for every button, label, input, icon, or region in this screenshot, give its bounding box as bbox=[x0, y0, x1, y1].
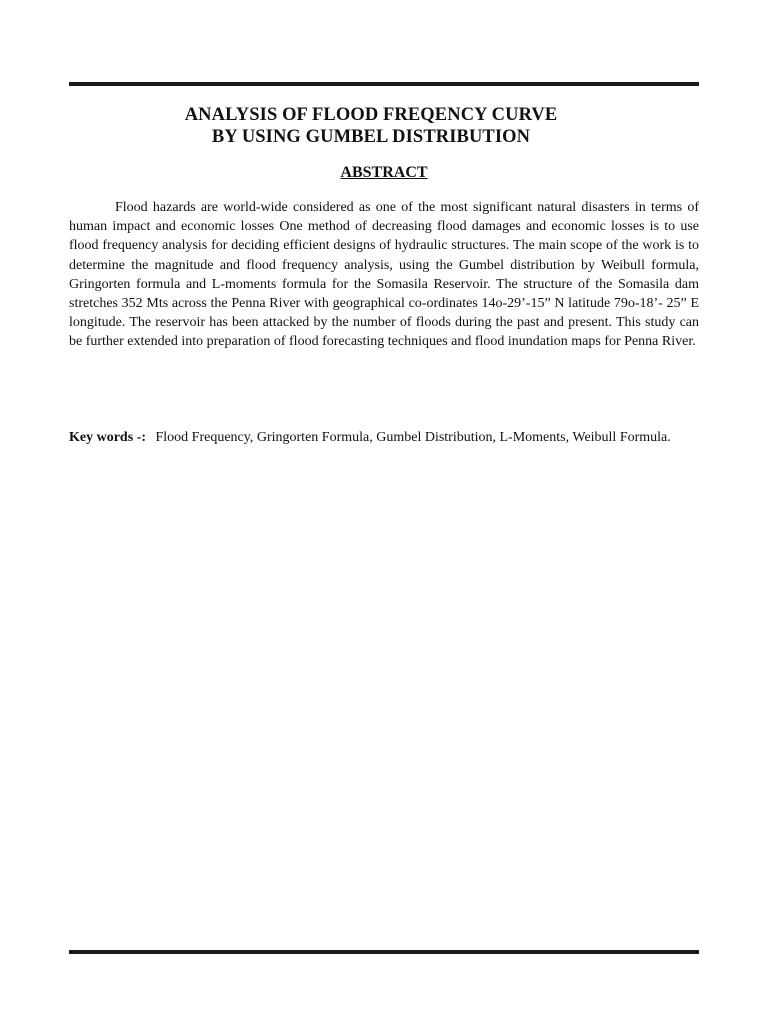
bottom-horizontal-rule bbox=[69, 950, 699, 954]
keywords-line bbox=[69, 428, 689, 447]
keywords-text: Flood Frequency, Gringorten Formula, Gumbel Distribution, L-Moments, Weibull Formula. bbox=[155, 430, 671, 445]
title-line-2: BY USING GUMBEL DISTRIBUTION bbox=[211, 127, 531, 147]
top-horizontal-rule bbox=[69, 82, 699, 86]
abstract-paragraph: Flood hazards are world-wide considered as one of the most significant natural disasters in terms of human impact and economic losses One method of decreasing flood damages and economic losses is to use flood frequency analysis for deciding efficient designs of hydraulic structures. The main scope of the work is to determine the magnitude and flood frequency analysis, using the Gumbel distribution by Weibull formula, Gringorten formula and L-moments formula for the Somasila Reservoir. The structure of the Somasila dam stretches 352 Mts across the Penna River with geographical co-ordinates 14o-29’-15” N latitude 79o-18’- 25” E longitude. The reservoir has been attacked by the number of floods during the past and present. This study can be further extended into preparation of flood forecasting techniques and flood inundation maps for Penna River. bbox=[69, 200, 699, 350]
title-line-1: ANALYSIS OF FLOOD FREQENCY CURVE bbox=[184, 105, 558, 125]
keywords-label: Key words -: bbox=[69, 430, 146, 445]
paper-title bbox=[69, 104, 699, 148]
abstract-heading: ABSTRACT bbox=[340, 164, 428, 181]
